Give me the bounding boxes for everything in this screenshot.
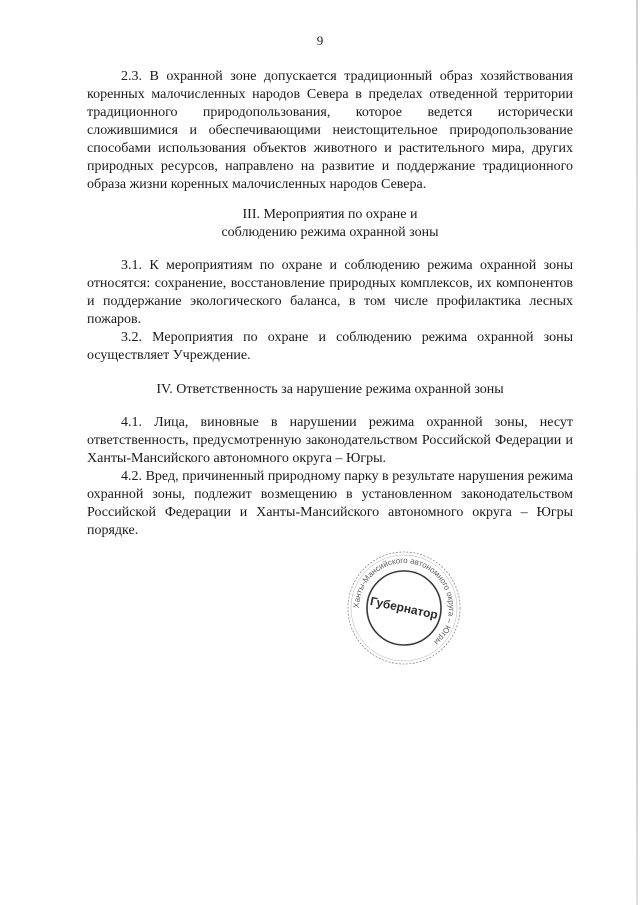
section-3-heading-line-2: соблюдению режима охранной зоны bbox=[221, 225, 439, 240]
seal-center-text: Губернатор bbox=[368, 594, 440, 622]
paragraph-4-2: 4.2. Вред, причиненный природному парку в результате нарушения режима охранной зоны, подлежит возмещению в установленном законодательством Российской Федерации и Ханты-Мансийского автономного округа – Югры порядке. bbox=[87, 469, 573, 538]
paragraph-4-1: 4.1. Лица, виновные в нарушении режима охранной зоны, несут ответственность, предусмотренную законодательством Российской Федерации и Ханты-Мансийского автономного округа – Югры. bbox=[87, 415, 573, 466]
governor-seal-stamp bbox=[344, 548, 464, 668]
seal-ring-text: Ханты-Мансийского автономного округа – Югры bbox=[351, 555, 457, 647]
seal-graphic bbox=[344, 548, 464, 668]
section-3-heading-line-1: III. Мероприятия по охране и bbox=[242, 207, 418, 222]
section-4-heading: IV. Ответственность за нарушение режима охранной зоны bbox=[156, 382, 504, 397]
paragraph-3-2: 3.2. Мероприятия по охране и соблюдению режима охранной зоны осуществляет Учреждение. bbox=[87, 330, 573, 363]
scan-edge-line bbox=[636, 0, 638, 905]
paragraph-2-3: 2.3. В охранной зоне допускается традиционный образ хозяйствования коренных малочисленных народов Севера в пределах отведенной территории традиционного природопользования, которое ведется исторически сложившимися и обеспечивающими неистощительное природопользование способами использования объектов животного и растительного мира, других природных ресурсов, направлено на развитие и поддержание традиционного образа жизни коренных малочисленных народов Севера. bbox=[87, 69, 573, 192]
document-body bbox=[87, 68, 573, 540]
page-number: 9 bbox=[316, 33, 324, 48]
paragraph-3-1: 3.1. К мероприятиям по охране и соблюдению режима охранной зоны относятся: сохранение, восстановление природных комплексов, их компонентов и поддержание экологического баланса, в том числе профилактика лесных пожаров. bbox=[87, 258, 573, 327]
